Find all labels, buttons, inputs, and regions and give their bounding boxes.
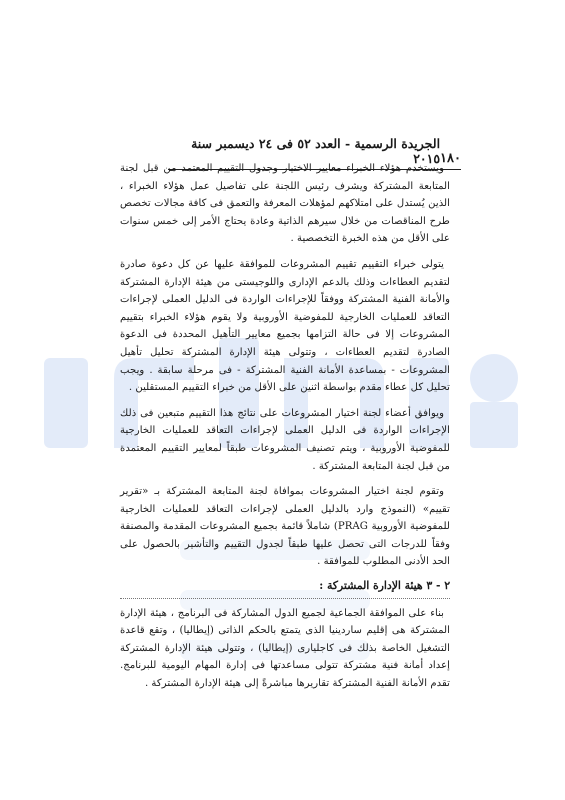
- paragraph: ويستخدم هؤلاء الخبراء معايير الاختيار وجدول التقييم المعتمد من قبل لجنة المتابعة المشتركة ويشرف رئيس اللجنة على تفاصيل عمل هؤلاء الخبراء ، الذين يُستدل على امتلاكهم لمؤهلات المعرفة والتعمق فى كافة مجالات تخصص طرح المناقصات من خلال سيرهم الذاتية وعادة يحتاج الأمر إلى خمس سنوات على الأقل من هذه الخبرة التخصصية .: [120, 163, 450, 245]
- page-number: ١٨٠: [440, 151, 461, 166]
- journal-line: الجريدة الرسمية - العدد ٥٢ فى ٢٤ ديسمبر سنة ٢٠١٥: [191, 136, 441, 166]
- section-title: ٢ - ٣ هيئة الإدارة المشتركة :: [319, 579, 450, 593]
- paragraph: يتولى خبراء التقييم تقييم المشروعات للموافقة عليها عن كل دعوة صادرة لتقديم العطاءات وذلك بالدعم الإدارى واللوجيستى من هيئة الإدارة المشتركة والأمانة الفنية المشتركة ووفقاً للإجراءات الواردة فى الدليل العملى لإجراءات التعاقد للعمليات الخارجية للمفوضية الأوروبية ولا يقوم هؤلاء الخبراء بتقييم المشروعات إلا فى حالة التزامها بجميع معايير التأهيل المحددة فى الدعوة الصادرة لتقديم العطاءات ، وتتولى هيئة الإدارة المشتركة تحليل تأهيل المشروعات - بمساعدة الأمانة الفنية المشتركة - فى مرحلة سابقة . ويجب تحليل كل عطاء مقدم بواسطة اثنين على الأقل من خبراء التقييم المستقلين .: [120, 258, 450, 394]
- page-content: [120, 160, 450, 701]
- paragraph: وتقوم لجنة اختيار المشروعات بموافاة لجنة المتابعة المشتركة بـ «تقرير تقييم» (النموذج وارد بالدليل العملى لإجراءات التعاقد للعمليات الخارجية للمفوضية الأوروبية PRAG) شاملاً قائمة بجميع المشروعات المقدمة والمصنفة وفقاً للدرجات التى تحصل عليها طبقاً لجدول التقييم والتأشير بالحصول على الحد الأدنى المطلوب للموافقة .: [120, 486, 451, 568]
- section-paragraph: بناء على الموافقة الجماعية لجميع الدول المشاركة فى البرنامج ، هيئة الإدارة المشتركة هى إقليم ساردينيا الذى يتمتع بالحكم الذاتى (إيطاليا) ، وتقع قاعدة التشغيل الخاصة بذلك فى كاجليارى (إيطاليا) ، وتتولى هيئة الإدارة المشتركة إعداد أمانة فنية مشتركة تتولى مساعدتها فى إدارة المهام اليومية للبرنامج. تقدم الأمانة الفنية المشتركة تقاريرها مباشرةً إلى هيئة الإدارة المشتركة .: [120, 607, 450, 690]
- paragraph: ويوافق أعضاء لجنة اختيار المشروعات على نتائج هذا التقييم متبعين فى ذلك الإجراءات الواردة فى الدليل العملى لإجراءات التعاقد للعمليات الخارجية للمفوضية الأوروبية ، ويتم تصنيف المشروعات طبقاً لمعايير التقييم المعتمدة من قبل لجنة المتابعة المشتركة .: [120, 407, 450, 472]
- section-heading: [120, 577, 450, 599]
- section-divider: [120, 598, 450, 599]
